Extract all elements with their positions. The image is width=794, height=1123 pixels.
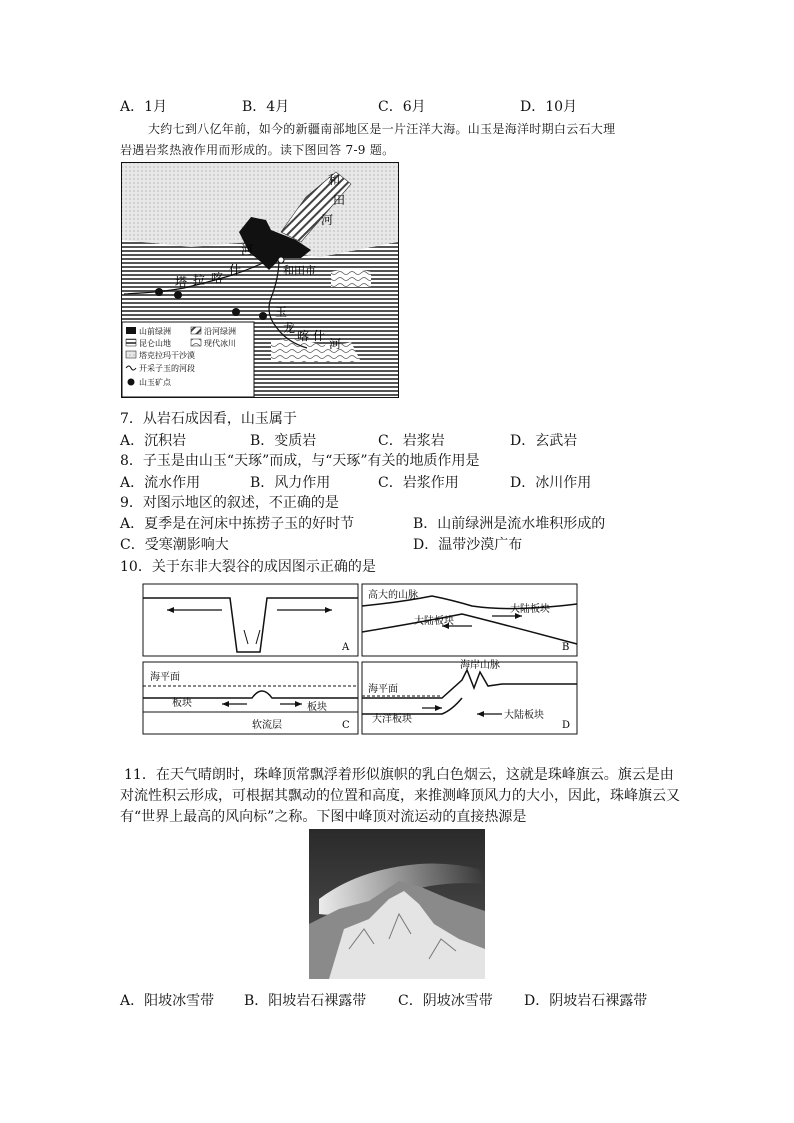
map-label-hetian-city: 和田市 — [283, 264, 316, 277]
q6-option-c: C．6月 — [378, 99, 426, 115]
q11-line-2: 对流性积云形成，可根据其飘动的位置和高度，来推测峰顶风力的大小，因此，珠峰旗云又 — [120, 788, 680, 804]
map-label-ylk-2: 喀 — [297, 329, 310, 343]
q11-option-b: B．阳坡岩石裸露带 — [244, 993, 367, 1009]
map-label-tkh-3: 拉 — [193, 273, 206, 287]
q10-stem: 10．关于东非大裂谷的成因图示正确的是 — [120, 559, 376, 575]
q7-option-c: C．岩浆岩 — [378, 433, 445, 449]
diagram-d-mountain: 海岸山脉 — [460, 660, 500, 671]
legend-desert: 塔克拉玛干沙漠 — [139, 351, 195, 360]
q8-option-b: B．风力作用 — [250, 475, 331, 491]
q7-option-a: A．沉积岩 — [120, 433, 187, 449]
intro-line-2: 岩遇岩浆热液作用而形成的。读下图回答 7-9 题。 — [120, 143, 395, 157]
hetian-city-dot — [278, 257, 284, 263]
diagram-d-tag: D — [562, 720, 571, 731]
q8-option-a: A．流水作用 — [120, 475, 201, 491]
intro-line-1: 大约七到八亿年前，如今的新疆南部地区是一片汪洋大海。山玉是海洋时期白云石大理 — [148, 122, 616, 136]
diagram-c-tag: C — [342, 720, 350, 731]
q11-line-1: 11．在天气晴朗时，珠峰顶常飘浮着形似旗帜的乳白色烟云，这就是珠峰旗云。旗云是由 — [124, 767, 674, 783]
q9-option-c: C．受寒潮影响大 — [120, 537, 229, 553]
diagram-a-tag: A — [342, 642, 350, 653]
map-label-he2: 河 — [321, 213, 334, 227]
q9-option-b: B．山前绿洲是流水堆积形成的 — [413, 516, 606, 532]
diagram-b-plate2: 大陆板块 — [510, 604, 550, 615]
q6-option-a: A．1月 — [120, 99, 168, 115]
diagram-c-mantle: 软流层 — [252, 720, 282, 731]
rift-diagrams — [142, 580, 582, 740]
diagram-d-ocean-plate: 大洋板块 — [372, 714, 412, 725]
everest-photo — [309, 829, 485, 979]
legend-mountain-oasis: 山前绿洲 — [139, 327, 171, 336]
map-label-tkh-2: 喀 — [211, 271, 224, 285]
q9-option-a: A．夏季是在河床中拣捞子玉的好时节 — [120, 516, 355, 532]
q8-option-c: C．岩浆作用 — [378, 475, 459, 491]
diagram-d-sea: 海平面 — [368, 684, 398, 695]
diagram-c-plate1: 板块 — [172, 698, 192, 709]
map-label-ylk-1: 龙 — [283, 321, 296, 335]
glacier-area-2 — [331, 269, 371, 287]
q7-option-b: B．变质岩 — [250, 433, 317, 449]
legend-jade-mine: 山玉矿点 — [139, 378, 171, 387]
diagram-c — [143, 662, 358, 734]
q11-option-d: D．阴坡岩石裸露带 — [524, 993, 648, 1009]
q6-option-b: B．4月 — [242, 99, 290, 115]
q11-option-a: A．阳坡冰雪带 — [120, 993, 215, 1009]
q9-option-d: D．温带沙漠广布 — [413, 537, 523, 553]
legend-kunlun: 昆仑山地 — [139, 339, 171, 348]
map-label-tian: 田 — [333, 193, 346, 207]
map-label-tkh-4: 塔 — [175, 275, 188, 289]
q11-line-3: 有“世界上最高的风向标”之称。下图中峰顶对流运动的直接热源是 — [120, 809, 527, 825]
diagram-b-plate1: 大陆板块 — [414, 616, 454, 627]
diagram-b-mountain: 高大的山脉 — [368, 590, 418, 601]
diagram-d — [362, 658, 577, 734]
q6-option-d: D．10月 — [520, 99, 578, 115]
map-label-ylk-0: 玉 — [275, 305, 288, 319]
q7-stem: 7．从岩石成因看，山玉属于 — [120, 411, 297, 427]
legend-river-oasis: 沿河绿洲 — [204, 327, 236, 336]
diagram-b-tag: B — [562, 642, 570, 653]
q9-stem: 9．对图示地区的叙述，不正确的是 — [120, 495, 339, 511]
map-label-tkh-0: 河 — [241, 243, 254, 257]
hetian-map — [121, 162, 399, 398]
map-label-he: 和 — [328, 173, 341, 187]
map-label-tkh-1: 什 — [229, 263, 242, 277]
map-legend — [122, 322, 254, 397]
diagram-b — [362, 584, 577, 656]
q8-stem: 8．子玉是由山玉“天琢”而成，与“天琢”有关的地质作用是 — [120, 453, 480, 469]
map-label-ylk-3: 什 — [313, 329, 326, 343]
diagram-d-continent-plate: 大陆板块 — [504, 710, 544, 721]
diagram-c-plate2: 板块 — [307, 702, 327, 713]
map-label-ylk-4: 河 — [329, 337, 342, 351]
q8-option-d: D．冰川作用 — [510, 475, 592, 491]
diagram-c-sea: 海平面 — [150, 672, 180, 683]
diagram-a — [143, 584, 358, 656]
legend-jade-river: 开采子玉的河段 — [139, 364, 195, 373]
q7-option-d: D．玄武岩 — [510, 433, 578, 449]
legend-glacier: 现代冰川 — [204, 339, 236, 348]
q11-option-c: C．阴坡冰雪带 — [398, 993, 493, 1009]
